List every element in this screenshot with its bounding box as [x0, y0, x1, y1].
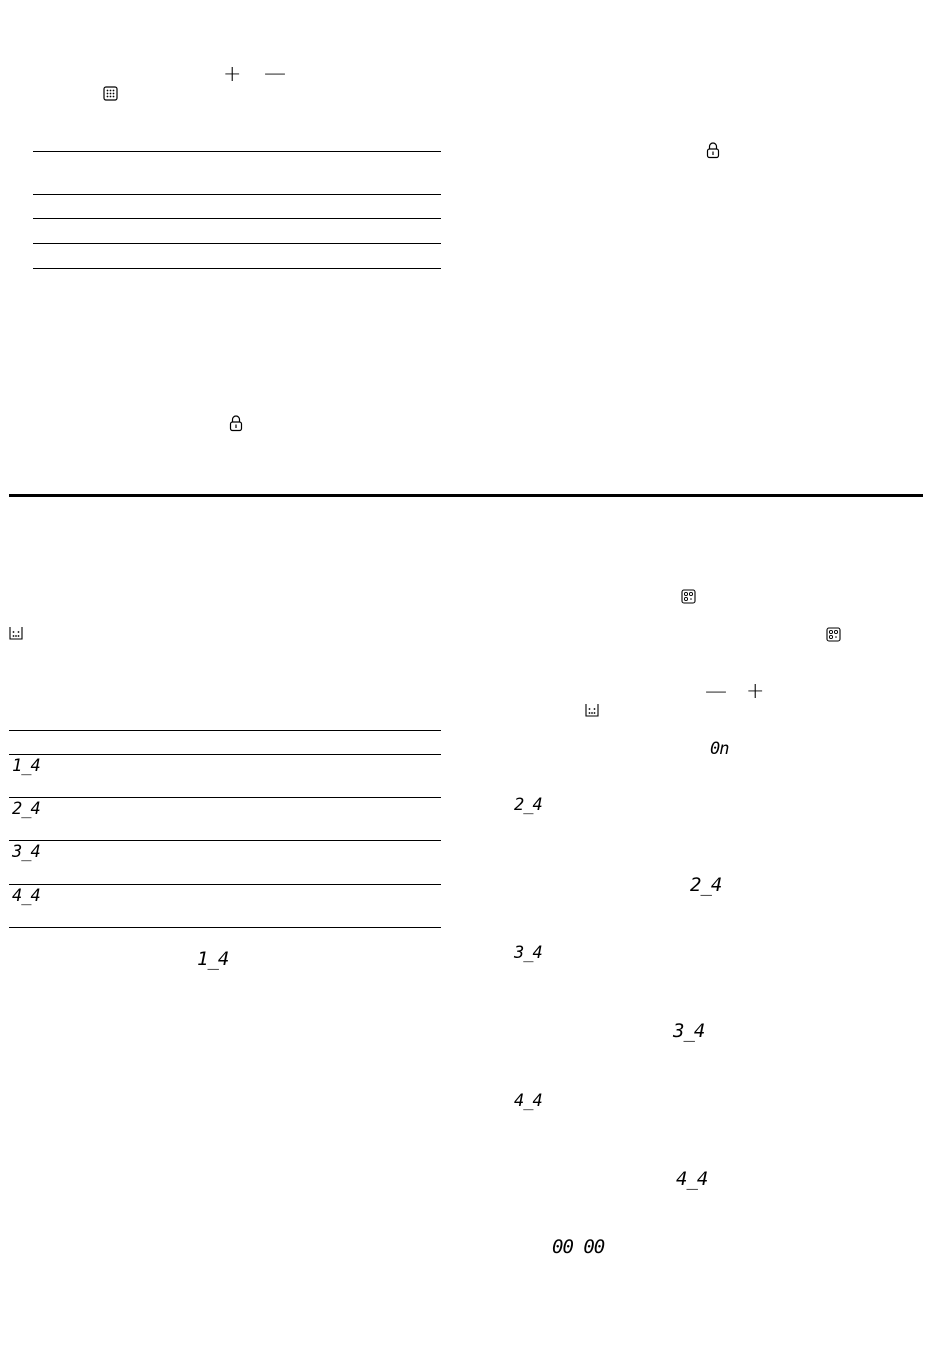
minus-symbol: —: [264, 61, 286, 86]
table-row-value: 3_4: [12, 842, 40, 862]
hob-settings-icon: [681, 589, 696, 604]
plus-symbol: +: [223, 62, 242, 87]
display-on: 0n: [710, 739, 729, 759]
plus-symbol: +: [746, 679, 765, 704]
table-rule: [9, 927, 441, 928]
child-lock-bracket-icon: [585, 703, 599, 717]
step-large-value: 3_4: [673, 1020, 705, 1042]
minus-symbol: —: [705, 679, 727, 704]
hob-settings-icon: [826, 627, 841, 642]
table-row-value: 1_4: [12, 756, 40, 776]
table-rule: [9, 797, 441, 798]
table-rule: [33, 243, 441, 244]
table-rule: [9, 730, 441, 731]
lock-icon: [706, 142, 720, 159]
step-large-value: 4_4: [676, 1168, 708, 1190]
keypad-icon: [103, 86, 118, 101]
table-rule: [9, 754, 441, 755]
table-rule: [33, 194, 441, 195]
section-divider: [9, 494, 923, 497]
table-rule: [33, 218, 441, 219]
step-small-value: 4_4: [514, 1091, 542, 1111]
table-rule: [9, 840, 441, 841]
display-value: 1_4: [197, 948, 229, 970]
table-rule: [9, 884, 441, 885]
display-time: 00 00: [552, 1236, 605, 1258]
child-lock-bracket-icon: [9, 626, 23, 640]
table-row-value: 2_4: [12, 799, 40, 819]
lock-icon: [229, 415, 243, 432]
table-rule: [33, 151, 441, 152]
step-small-value: 2_4: [514, 795, 542, 815]
step-small-value: 3_4: [514, 943, 542, 963]
table-row-value: 4_4: [12, 886, 40, 906]
step-large-value: 2_4: [690, 874, 722, 896]
table-rule: [33, 268, 441, 269]
